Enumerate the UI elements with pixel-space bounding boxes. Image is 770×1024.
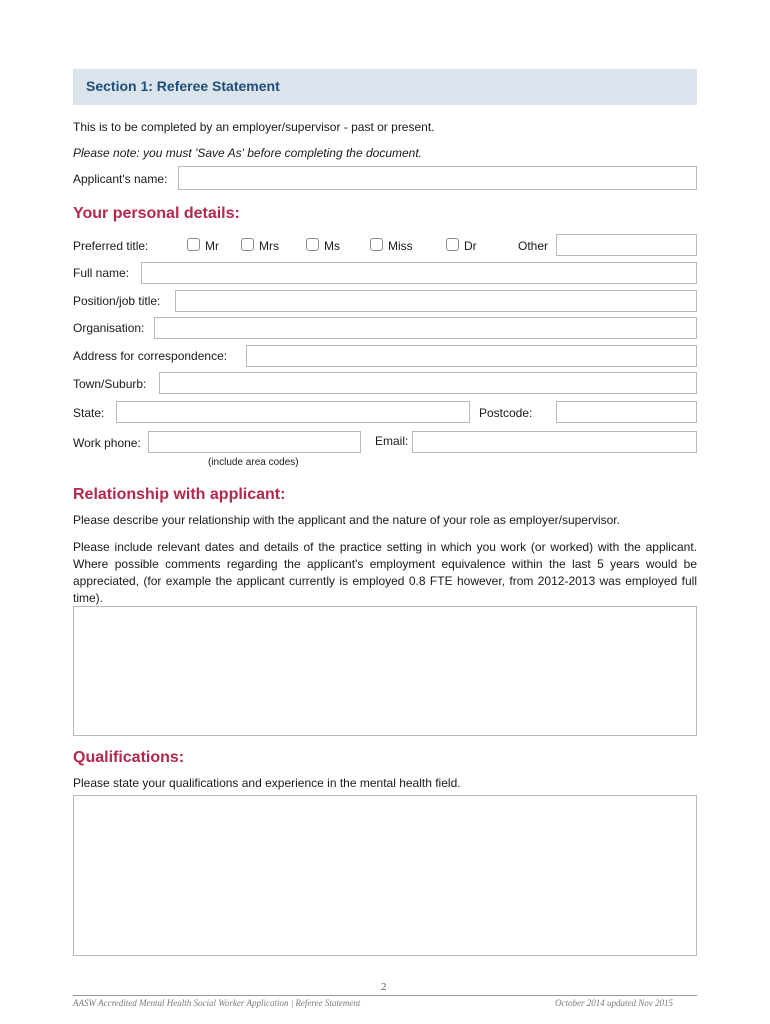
- postcode-field[interactable]: [556, 401, 697, 423]
- relationship-para2: Please include relevant dates and details of the practice setting in which you work (or worked) with the applicant. Where possible comments regarding the applicant's employment equivalence within the last 5 years would be appreciated, (for example the applicant currently is employed 0.8 FTE however, from 2012-2013 was employed full time).: [73, 540, 697, 605]
- checkbox-mr[interactable]: [187, 238, 200, 251]
- checkbox-miss[interactable]: [370, 238, 383, 251]
- intro-text: This is to be completed by an employer/supervisor - past or present.: [73, 120, 435, 134]
- qualifications-para: Please state your qualifications and experience in the mental health field.: [73, 776, 461, 790]
- save-note: Please note: you must 'Save As' before completing the document.: [73, 146, 423, 160]
- applicant-name-label: Applicant's name:: [73, 172, 168, 186]
- state-field[interactable]: [116, 401, 470, 423]
- town-label: Town/Suburb:: [73, 377, 147, 391]
- phone-hint: (include area codes): [208, 457, 299, 468]
- state-label: State:: [73, 406, 105, 420]
- title-mr-label: Mr: [205, 239, 219, 253]
- relationship-textarea[interactable]: [73, 606, 697, 736]
- checkbox-dr[interactable]: [446, 238, 459, 251]
- qualifications-heading: Qualifications:: [73, 749, 185, 766]
- town-field[interactable]: [159, 372, 697, 394]
- checkbox-mrs[interactable]: [241, 238, 254, 251]
- relationship-para1: Please describe your relationship with the applicant and the nature of your role as employer/supervisor.: [73, 513, 620, 527]
- full-name-label: Full name:: [73, 266, 130, 280]
- position-field[interactable]: [175, 290, 697, 312]
- position-label: Position/job title:: [73, 294, 161, 308]
- postcode-label: Postcode:: [479, 406, 533, 420]
- organisation-label: Organisation:: [73, 321, 145, 335]
- personal-details-heading: Your personal details:: [73, 205, 240, 222]
- address-field[interactable]: [246, 345, 697, 367]
- qualifications-textarea[interactable]: [73, 795, 697, 956]
- footer-left-text: AASW Accredited Mental Health Social Worker Application | Referee Statement: [73, 998, 361, 1008]
- work-phone-label: Work phone:: [73, 436, 141, 450]
- title-miss-label: Miss: [388, 239, 413, 253]
- other-title-label: Other: [518, 239, 549, 253]
- organisation-field[interactable]: [154, 317, 697, 339]
- work-phone-field[interactable]: [148, 431, 361, 453]
- footer-divider: [73, 995, 697, 996]
- address-label: Address for correspondence:: [73, 349, 228, 363]
- footer-right-text: October 2014 updated Nov 2015: [555, 998, 673, 1008]
- title-dr-label: Dr: [464, 239, 477, 253]
- other-title-field[interactable]: [556, 234, 697, 256]
- title-mrs-label: Mrs: [259, 239, 279, 253]
- section-title: Section 1: Referee Statement: [86, 78, 280, 94]
- email-field[interactable]: [412, 431, 697, 453]
- preferred-title-label: Preferred title:: [73, 239, 149, 253]
- checkbox-ms[interactable]: [306, 238, 319, 251]
- email-label: Email:: [375, 434, 409, 448]
- applicant-name-field[interactable]: [178, 166, 697, 190]
- page-number: 2: [381, 981, 387, 993]
- relationship-heading: Relationship with applicant:: [73, 486, 286, 503]
- title-ms-label: Ms: [324, 239, 340, 253]
- full-name-field[interactable]: [141, 262, 697, 284]
